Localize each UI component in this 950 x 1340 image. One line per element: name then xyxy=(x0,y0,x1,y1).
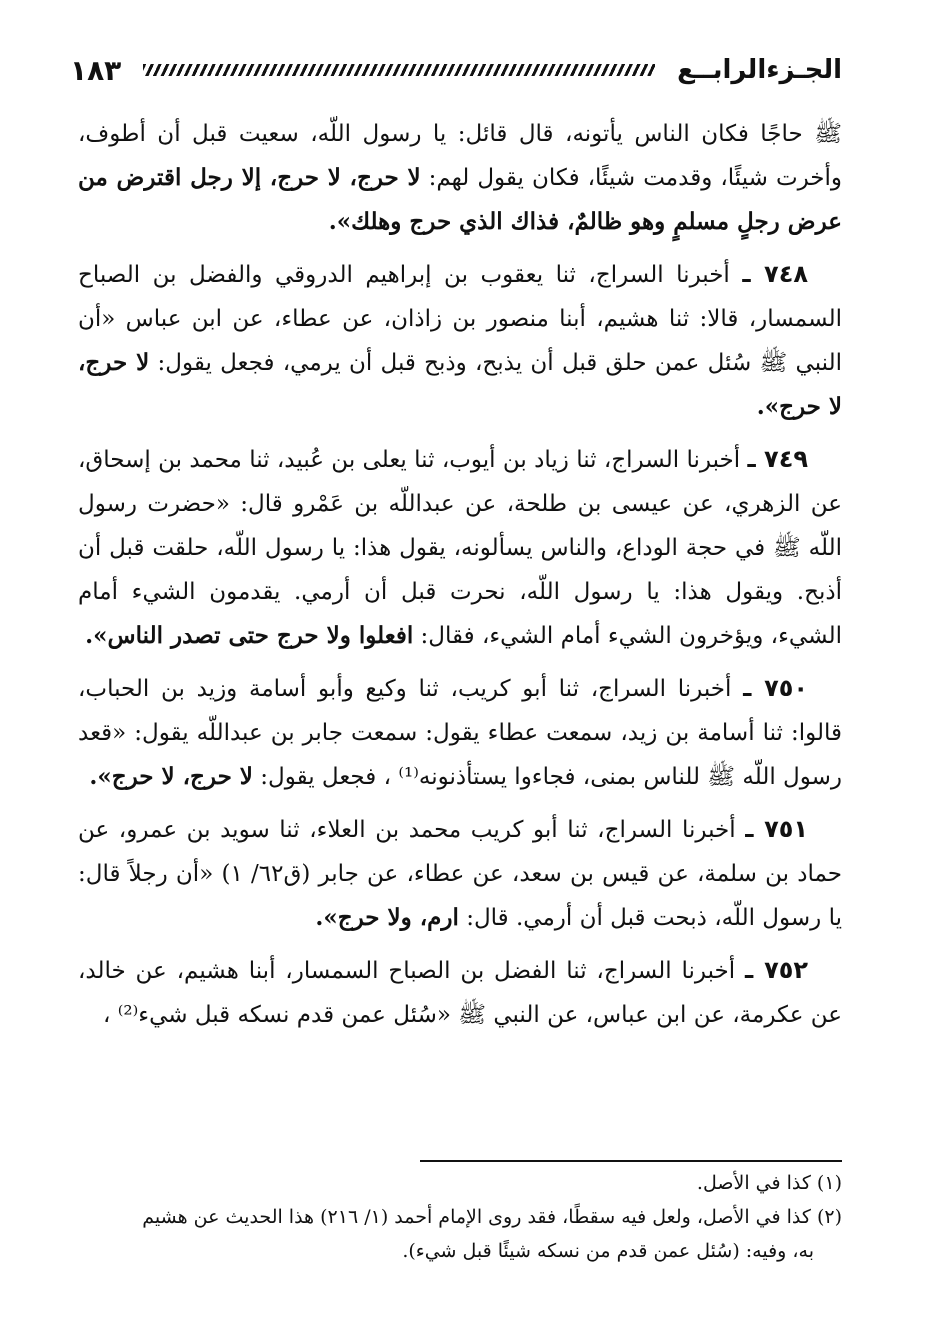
hadith-749 xyxy=(78,437,842,658)
paragraph-text: أخبرنا السراج، ثنا يعقوب بن إبراهيم الدروقي والفضل بن الصباح السمسار، قالا: ثنا هشيم، أبنا منصور بن زاذان، عن عطاء، عن ابن عباس «أن النبي ﷺ سُئل عمن حلق قبل أن يذبح، وذبح قبل أن يرمي، فجعل يقول: xyxy=(78,262,842,376)
hadith-752 xyxy=(78,948,842,1037)
paragraph-bold-text: افعلوا ولا حرج حتى تصدر الناس». xyxy=(85,622,414,649)
paragraph-continuation xyxy=(78,112,842,244)
hadith-751 xyxy=(78,807,842,940)
paragraph-text: أخبرنا السراج، ثنا أبو كريب محمد بن العلاء، ثنا سويد بن عمرو، عن حماد بن سلمة، عن قيس بن سعد، عن عطاء، عن جابر (ق٦٢/ ١) «أن رجلاً قال: يا رسول اللّه، ذبحت قبل أن أرمي. قال: xyxy=(78,817,843,931)
page-number: ١٨٣ xyxy=(70,53,122,87)
paragraph-bold-text: لا حرج، لا حرج». xyxy=(78,349,842,420)
footnotes xyxy=(78,1166,842,1268)
paragraph-text: أخبرنا السراج، ثنا الفضل بن الصباح السمسار، أبنا هشيم، عن خالد، عن عكرمة، عن ابن عباس، عن النبي ﷺ «سُئل عمن قدم نسكه قبل شيء⁽²⁾ ، xyxy=(78,958,842,1028)
paragraph-text: ﷺ حاجًا فكان الناس يأتونه، قال قائل: يا رسول اللّه، سعيت قبل أن أطوف، وأخرت شيئًا، وقدمت شيئًا، فكان يقول لهم: xyxy=(78,121,843,191)
hadith-750 xyxy=(78,666,842,799)
hadith-number: ٧٥١ ـ xyxy=(745,815,809,843)
header-rule xyxy=(143,64,655,76)
page-header xyxy=(70,50,842,90)
paragraph-bold-text: لا حرج، لا حرج، إلا رجل اقترض من عرض رجلٍ مسلمٍ وهو ظالمٌ، فذاك الذي حرج وهلك». xyxy=(78,164,842,235)
hadith-748 xyxy=(78,252,842,429)
chapter-title: الجـزءالرابــع xyxy=(677,55,842,85)
paragraph-text: أخبرنا السراج، ثنا زياد بن أيوب، ثنا يعلى بن عُبيد، ثنا محمد بن إسحاق، عن الزهري، عن عيسى بن طلحة، عن عبداللّه بن عَمْرو قال: «حضرت رسول اللّه ﷺ في حجة الوداع، والناس يسألونه، يقول هذا: يا رسول اللّه، حلقت قبل أن أذبح. ويقول هذا: يا رسول اللّه، نحرت قبل أن أرمي. يقدمون الشيء أمام الشيء، ويؤخرون الشيء أمام الشيء، فقال: xyxy=(78,447,842,649)
page-body xyxy=(78,112,842,1045)
footnote-2: (٢) كذا في الأصل، ولعل فيه سقطًا، فقد روى الإمام أحمد (١/ ٢١٦) هذا الحديث عن هشيم xyxy=(142,1206,842,1228)
paragraph-bold-text: لا حرج، لا حرج». xyxy=(89,763,253,790)
paragraph-bold-text: ارم، ولا حرج». xyxy=(315,904,459,931)
footnote-2-continuation: به، وفيه: (سُئل عمن قدم من نسكه شيئًا قبل شيء). xyxy=(402,1240,814,1262)
hadith-number: ٧٥٢ ـ xyxy=(745,956,809,984)
hadith-number: ٧٤٨ ـ xyxy=(742,260,808,288)
paragraph-text: أخبرنا السراج، ثنا أبو كريب، ثنا وكيع وأبو أسامة وزيد بن الحباب، قالوا: ثنا أسامة بن زيد، سمعت عطاء يقول: سمعت جابر بن عبداللّه يقول: «قعد رسول اللّه ﷺ للناس بمنى، فجاءوا يستأذنونه⁽¹⁾ ، فجعل يقول: xyxy=(78,676,842,790)
hadith-number: ٧٥٠ ـ xyxy=(743,674,809,702)
footnote-1: (١) كذا في الأصل. xyxy=(696,1172,842,1194)
footnote-divider xyxy=(420,1160,842,1162)
hadith-number: ٧٤٩ ـ xyxy=(747,445,808,473)
